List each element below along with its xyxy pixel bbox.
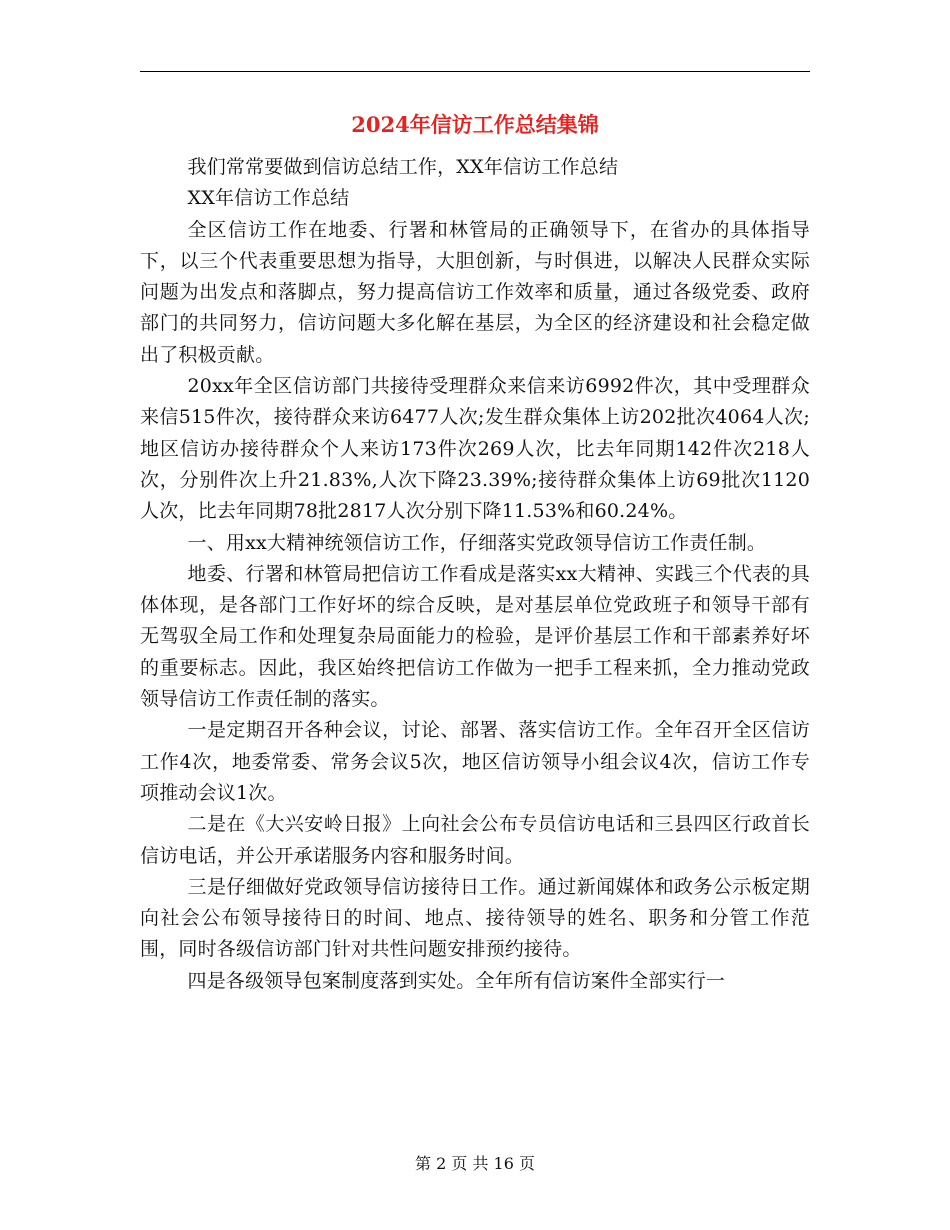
- paragraph-item-2: 二是在《大兴安岭日报》上向社会公布专员信访电话和三县四区行政首长信访电话，并公开承诺服务内容和服务时间。: [140, 813, 810, 867]
- page-number-footer: 第 2 页 共 16 页: [415, 1154, 535, 1173]
- paragraph-overview: 全区信访工作在地委、行署和林管局的正确领导下，在省办的具体指导下，以三个代表重要思想为指导，大胆创新，与时俱进，以解决人民群众实际问题为出发点和落脚点，努力提高信访工作效率和质量，通过各级党委、政府部门的共同努力，信访问题大多化解在基层，为全区的经济建设和社会稳定做出了积极贡献。: [140, 218, 810, 366]
- paragraph-item-4: 四是各级领导包案制度落到实处。全年所有信访案件全部实行一: [187, 969, 726, 992]
- paragraph-subtitle: XX年信访工作总结: [187, 187, 350, 210]
- paragraph-intro: 我们常常要做到信访总结工作，XX年信访工作总结: [187, 156, 619, 178]
- paragraph-section-heading: 一、用xx大精神统领信访工作，仔细落实党政领导信访工作责任制。: [187, 531, 767, 554]
- paragraph-statistics: 20xx年全区信访部门共接待受理群众来信来访6992件次，其中受理群众来信515件次，接待群众来访6477人次;发生群众集体上访202批次4064人次;地区信访办接待群众个人来访173件次269人次，比去年同期142件次218人次，分别件次上升21.83%,人次下降23.39%;接待群众集体上访69批次1120人次，比去年同期78批2817人次分别下降11.53%和60.24%。: [140, 375, 810, 523]
- paragraph-responsibility: 地委、行署和林管局把信访工作看成是落实xx大精神、实践三个代表的具体体现，是各部门工作好坏的综合反映，是对基层单位党政班子和领导干部有无驾驭全局工作和处理复杂局面能力的检验，是评价基层工作和干部素养好坏的重要标志。因此，我区始终把信访工作做为一把手工程来抓，全力推动党政领导信访工作责任制的落实。: [140, 562, 810, 711]
- paragraph-item-3: 三是仔细做好党政领导信访接待日工作。通过新闻媒体和政务公示板定期向社会公布领导接待日的时间、地点、接待领导的姓名、职务和分管工作范围，同时各级信访部门针对共性问题安排预约接待。: [140, 875, 810, 961]
- paragraph-item-1: 一是定期召开各种会议，讨论、部署、落实信访工作。全年召开全区信访工作4次，地委常委、常务会议5次，地区信访领导小组会议4次，信访工作专项推动会议1次。: [140, 719, 810, 804]
- document-title: 2024年信访工作总结集锦: [351, 112, 599, 137]
- document-body: [140, 152, 810, 997]
- header-rule: [140, 71, 810, 72]
